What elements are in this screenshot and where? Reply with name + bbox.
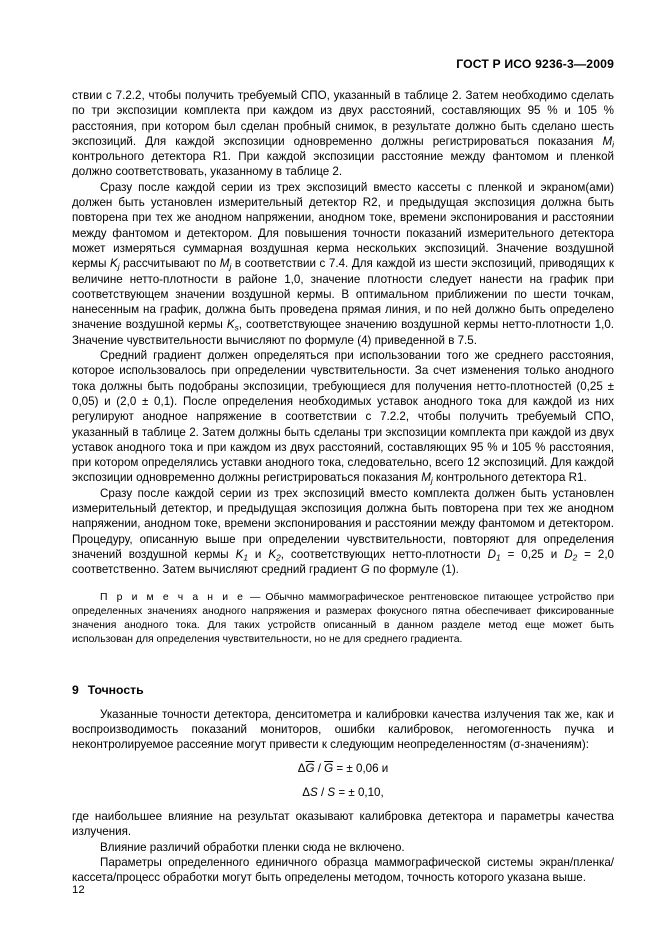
paragraph-text-tail: контрольного детектора R1.	[432, 471, 587, 485]
symbol-M-subscript: j	[430, 475, 433, 486]
formula-value: = ± 0,10,	[335, 785, 384, 799]
formula-mean-gradient	[72, 752, 614, 776]
paragraph-4	[72, 486, 614, 578]
paragraph-text: Сразу после каждой серии из трех экспозиций вместо кассеты с пленкой и экраном(ами) должен быть установлен измерительный детектор R2, и предыдущая экспозиция должна быть повторена при тех же анодном напряжении, анодном токе, времени экспонирования и расстоянии между фантомом и детектором. Для повышения точности показаний измерительного детектора может измеряться суммарная воздушная керма нескольких экспозиций. Значение воздушной кермы	[72, 180, 614, 271]
paragraph-text: Сразу после каждой серии из трех экспозиций вместо комплекта должен быть установлен измерительный детектор, и предыдущая экспозиция должна быть повторена при тех же анодном напряжении, анодном токе, времени экспонирования и расстоянии между фантомом и детектором. Процедуру, описанную выше при определении чувствительности, повторяют для определения значений воздушной кермы	[72, 486, 614, 561]
formula-speed	[72, 777, 614, 809]
paragraph-continuation	[72, 88, 614, 180]
section-title: Точность	[87, 682, 144, 697]
paragraph-text-tail: контрольного детектора R1. При каждой экспозиции расстояние между фантомом и пленкой должно соответствовать, указанному в таблице 2.	[72, 150, 614, 179]
symbol-G: G	[360, 563, 370, 577]
symbol-Ks: K	[226, 318, 235, 332]
symbol-M-subscript: j	[229, 261, 232, 272]
formula-denominator: S	[327, 785, 336, 799]
symbol-M: M	[602, 134, 613, 148]
formula-numerator: $\overline{G}$	[305, 762, 315, 776]
page-number: 12	[72, 884, 85, 896]
symbol-D1-subscript: 1	[495, 552, 501, 563]
conjunction-and: и	[247, 547, 269, 561]
section-paragraph-2: где наибольшее влияние на результат оказывают калибровка детектора и параметры качества излучения.	[72, 809, 614, 839]
paragraph-text-mid: , соответствующих нетто-плотности	[280, 547, 488, 561]
page-header: ГОСТ Р ИСО 9236-3—2009	[456, 57, 614, 71]
formula-delta: Δ	[302, 785, 310, 799]
section-heading-9	[72, 647, 614, 707]
formula-numerator: S	[310, 785, 318, 799]
page-content	[72, 88, 614, 885]
paragraph-text-mid: рассчитывают по	[119, 257, 220, 271]
symbol-K-subscript: j	[117, 261, 120, 272]
symbol-K2: K	[268, 547, 277, 561]
note-label: П р и м е ч а н и е	[100, 591, 246, 603]
paragraph-text: Средний градиент должен определяться при использовании того же среднего расстояния, которое использовалось при определении чувствительности. За счет изменения только анодного тока должны быть подобраны экспозиции, требующиеся для получения нетто-плотностей (0,25 ± 0,05) и (2,0 ± 0,1). После определения необходимых уставок анодного тока для каждой из них регулируют анодное напряжение в соответствии с 7.2.2, чтобы получить требуемый СПО, указанный в таблице 2. Затем должны быть сделаны три экспозиции комплекта при каждой из двух уставок анодного тока и при каждом из двух расстояний, составляющих 95 % и 105 % расстояния, при котором определялись уставки анодного тока, следовательно, всего 12 экспозиций. Для каждой экспозиции одновременно должны регистрироваться показания	[72, 349, 614, 485]
symbol-K2-subscript: 2	[276, 552, 281, 563]
paragraph-2	[72, 180, 614, 348]
note-block	[72, 578, 614, 647]
symbol-Ks-subscript: s	[234, 322, 239, 333]
formula-slash: /	[314, 762, 325, 776]
note-text: — Обычно маммографическое рентгеновское питающее устройство при определенных значениях анодного напряжения и размерах фокусного пятна обеспечивает фиксированные значения анодного тока. Для таких устройств описанный в данном разделе метод еще может быть использован для определения чувствительности, но не для среднего градиента.	[72, 591, 614, 645]
paragraph-3	[72, 348, 614, 486]
section-number: 9	[72, 682, 79, 697]
symbol-D2-subscript: 2	[572, 552, 578, 563]
symbol-M: M	[219, 257, 230, 271]
symbol-D1: D	[487, 547, 496, 561]
paragraph-text-mid2: в соответствии с 7.4. Для каждой из шести экспозиций, приводящих к величине нетто-плотности в районе 1,0, значение плотности следует нанести на график при соответствующем значении воздушной кермы. В оптимальном приближении по шести точкам, нанесенным на график, должна быть проведена прямая линия, и по ней должно быть определено значение воздушной кермы	[72, 257, 614, 332]
section-paragraph-4: Параметры определенного единичного образца маммографической системы экран/пленка/кассета/процесс обработки могут быть определены методом, точность которого указана выше.	[72, 855, 614, 885]
formula-value: = ± 0,06 и	[333, 762, 389, 776]
symbol-K1-subscript: 1	[243, 552, 248, 563]
paragraph-text-tail: по формуле (1).	[369, 563, 459, 577]
paragraph-text: ствии с 7.2.2, чтобы получить требуемый СПО, указанный в таблице 2. Затем необходимо сделать по три экспозиции комплекта при каждом из двух расстояний, составляющих 95 % и 105 % расстояния, при котором был сделан пробный снимок, в результате должно быть сделано шесть экспозиций. Для каждой экспозиции одновременно должны регистрироваться показания	[72, 89, 614, 148]
symbol-M: M	[421, 471, 431, 485]
symbol-M-subscript: i	[612, 139, 614, 150]
symbol-K: K	[109, 257, 118, 271]
equation-value-1: = 0,25 и	[500, 547, 565, 561]
formula-slash: /	[317, 785, 328, 799]
symbol-D2: D	[564, 547, 573, 561]
section-paragraph-1: Указанные точности детектора, денситометра и калибровки качества излучения так же, как и воспроизводимость показаний мониторов, ошибки калибровок, негомогенность пучка и неконтролируемое рассеяние могут привести к следующим неопределенностям (σ-значениям):	[72, 707, 614, 752]
section-paragraph-3: Влияние различий обработки пленки сюда не включено.	[100, 840, 405, 854]
formula-denominator: $\overline{G}$	[324, 762, 334, 776]
symbol-K1: K	[235, 547, 244, 561]
formula-delta: Δ	[297, 762, 306, 776]
paragraph-text-tail: , соответствующее значению воздушной кермы нетто-плотности 1,0. Значение чувствительности вычисляют по формуле (4) приведенной в 7.5.	[72, 318, 614, 347]
equation-value-2: = 2,0 соответственно. Затем вычисляют средний градиент	[72, 547, 615, 577]
